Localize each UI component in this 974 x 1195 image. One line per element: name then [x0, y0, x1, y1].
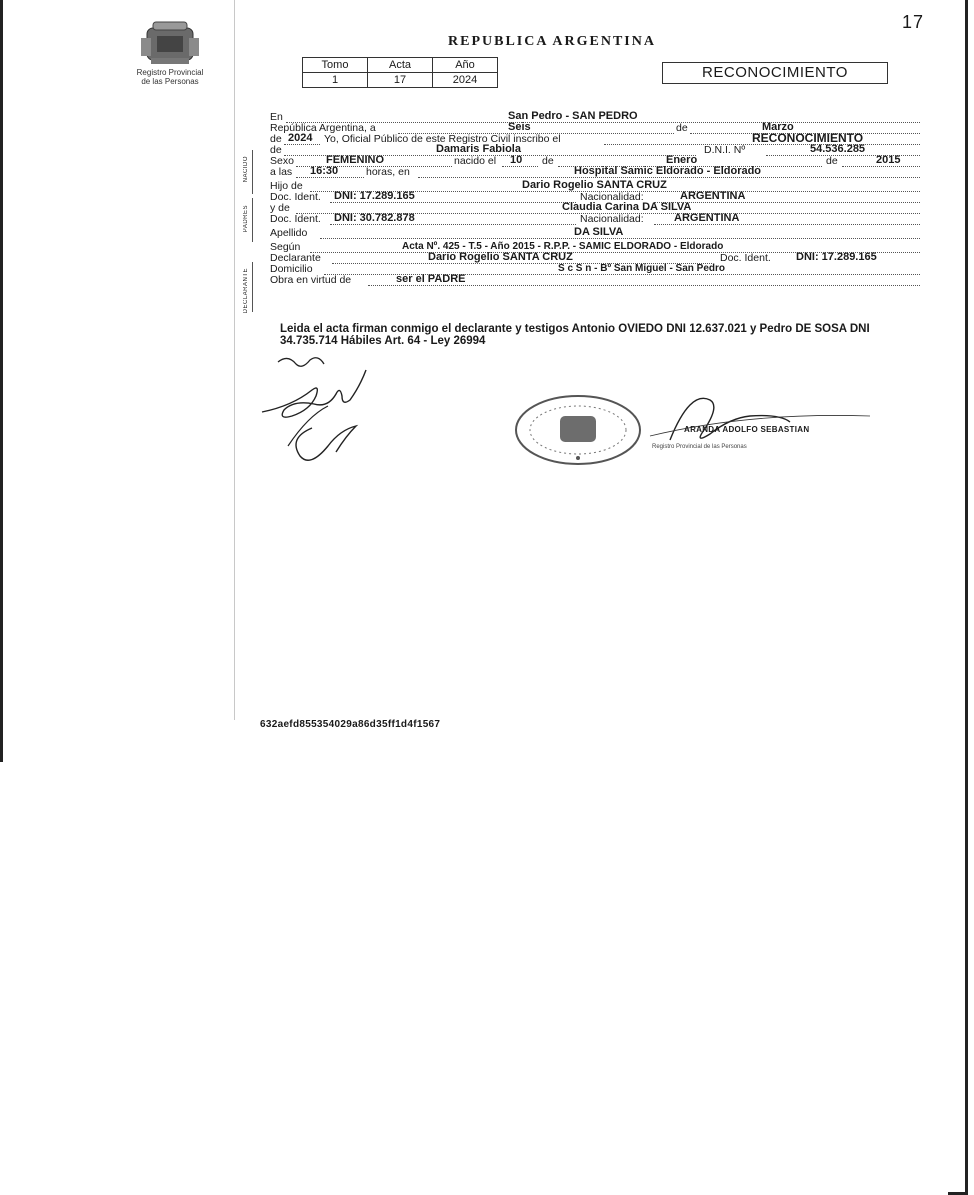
document-hash: 632aefd855354029a86d35ff1d4f1567 — [260, 719, 441, 730]
label-segun: Según — [270, 241, 301, 253]
section-bar-padres — [252, 198, 253, 242]
value-segun: Acta Nº. 425 - T.5 - Año 2015 - R.P.P. - SAMIC ELDORADO - Eldorado — [402, 241, 724, 252]
label-de-anio-nac: de — [826, 155, 838, 167]
value-domicilio: S c S n - Bº San Miguel - San Pedro — [558, 263, 726, 274]
witness-signatures-icon — [258, 350, 418, 470]
label-de-nombre: de — [270, 144, 282, 156]
closing-statement: Leida el acta firman conmigo el declarante y testigos Antonio OVIEDO DNI 12.637.021 y Pedro DE SOSA DNI 34.735.714 Hábiles Art. 64 - Ley 26994 — [280, 323, 870, 347]
value-hora: 16:30 — [310, 165, 339, 177]
official-seal-icon — [510, 392, 646, 468]
value-nombre: Damaris Fabiola — [436, 143, 521, 155]
section-bar-declarante — [252, 262, 253, 312]
value-mes: Marzo — [762, 121, 794, 133]
value-tipo: RECONOCIMIENTO — [752, 131, 864, 145]
row-obra — [270, 275, 920, 286]
reference-value-acta: 17 — [368, 73, 433, 88]
reference-header-acta: Acta — [368, 58, 433, 73]
reference-value-anio: 2024 — [433, 73, 498, 88]
label-horas-en: horas, en — [366, 166, 410, 178]
reference-table-header-row — [303, 58, 498, 73]
reference-value-tomo: 1 — [303, 73, 368, 88]
row-madre-doc — [270, 214, 920, 225]
label-apellido: Apellido — [270, 227, 308, 239]
value-dia-letras: Seis — [508, 121, 531, 133]
label-padre-nac: Nacionalidad: — [580, 191, 644, 203]
row-hora — [270, 167, 920, 178]
value-madre: Claudia Carina DA SILVA — [562, 201, 692, 213]
page-frame-left — [0, 0, 3, 762]
reference-header-tomo: Tomo — [303, 58, 368, 73]
reference-header-anio: Año — [433, 58, 498, 73]
value-obra: ser el PADRE — [396, 273, 466, 285]
label-nacido-el: nacido el — [454, 155, 497, 167]
value-apellido: DA SILVA — [574, 226, 624, 238]
value-madre-doc: DNI: 30.782.878 — [334, 212, 415, 224]
value-mes-nac: Enero — [666, 154, 698, 166]
label-en: En — [270, 111, 283, 123]
coat-of-arms-icon — [133, 18, 207, 68]
value-lugar-nac: Hospital Samic Eldorado - Eldorado — [574, 165, 762, 177]
value-dni: 54.536.285 — [810, 143, 866, 155]
label-de-anio: de — [270, 133, 282, 145]
label-declarante-doc: Doc. Ident. — [720, 252, 771, 264]
label-y-de: y de — [270, 202, 290, 214]
value-padre-doc: DNI: 17.289.165 — [334, 190, 415, 202]
certificate-form — [270, 108, 920, 286]
label-hijo-de: Hijo de — [270, 180, 303, 192]
document-type-box: RECONOCIMIENTO — [662, 62, 888, 84]
value-madre-nac: ARGENTINA — [674, 212, 740, 224]
section-label-padres: PADRES — [243, 205, 249, 233]
reference-table-value-row — [303, 73, 498, 88]
label-de-dia: de — [542, 155, 554, 167]
label-oficial: Yo, Oficial Público de este Registro Civil inscribo el — [324, 133, 561, 145]
logo-caption-line-2: de las Personas — [141, 77, 199, 86]
registry-logo — [120, 18, 220, 86]
section-bar-nacido — [252, 150, 253, 194]
margin-line — [234, 0, 235, 720]
logo-caption-line-1: Registro Provincial — [136, 68, 204, 77]
value-padre: Dario Rogelio SANTA CRUZ — [522, 179, 667, 191]
value-declarante-doc: DNI: 17.289.165 — [796, 251, 877, 263]
label-madre-doc: Doc. Ident. — [270, 213, 321, 225]
section-label-declarante: DECLARANTE — [243, 268, 249, 314]
signature-name: ARANDA ADOLFO SEBASTIAN — [684, 425, 810, 434]
label-de-mes: de — [676, 122, 688, 134]
label-declarante: Declarante — [270, 252, 321, 264]
row-apellido — [270, 228, 920, 239]
label-padre-doc: Doc. Ident. — [270, 191, 321, 203]
value-padre-nac: ARGENTINA — [680, 190, 746, 202]
label-madre-nac: Nacionalidad: — [580, 213, 644, 225]
value-lugar: San Pedro - SAN PEDRO — [508, 110, 638, 122]
label-republica: República Argentina, a — [270, 122, 376, 134]
label-dni: D.N.I. Nº — [704, 144, 746, 156]
page-number: 17 — [901, 12, 924, 32]
row-domicilio — [270, 264, 920, 275]
signature-subtitle: Registro Provincial de las Personas — [652, 444, 747, 450]
reference-table — [302, 57, 498, 88]
label-obra: Obra en virtud de — [270, 274, 352, 286]
label-a-las: a las — [270, 166, 293, 178]
value-dia-nac: 10 — [510, 154, 523, 166]
value-anio-nac: 2015 — [876, 154, 901, 166]
page-title: REPUBLICA ARGENTINA — [448, 34, 656, 49]
value-anio: 2024 — [288, 132, 313, 144]
page-frame-right — [965, 0, 968, 1195]
official-signature-icon — [640, 390, 900, 450]
value-declarante: Dario Rogelio SANTA CRUZ — [428, 251, 573, 263]
value-sexo: FEMENINO — [326, 154, 385, 166]
label-sexo: Sexo — [270, 155, 294, 167]
section-label-nacido: NACIDO — [243, 156, 249, 183]
label-domicilio: Domicilio — [270, 263, 313, 275]
